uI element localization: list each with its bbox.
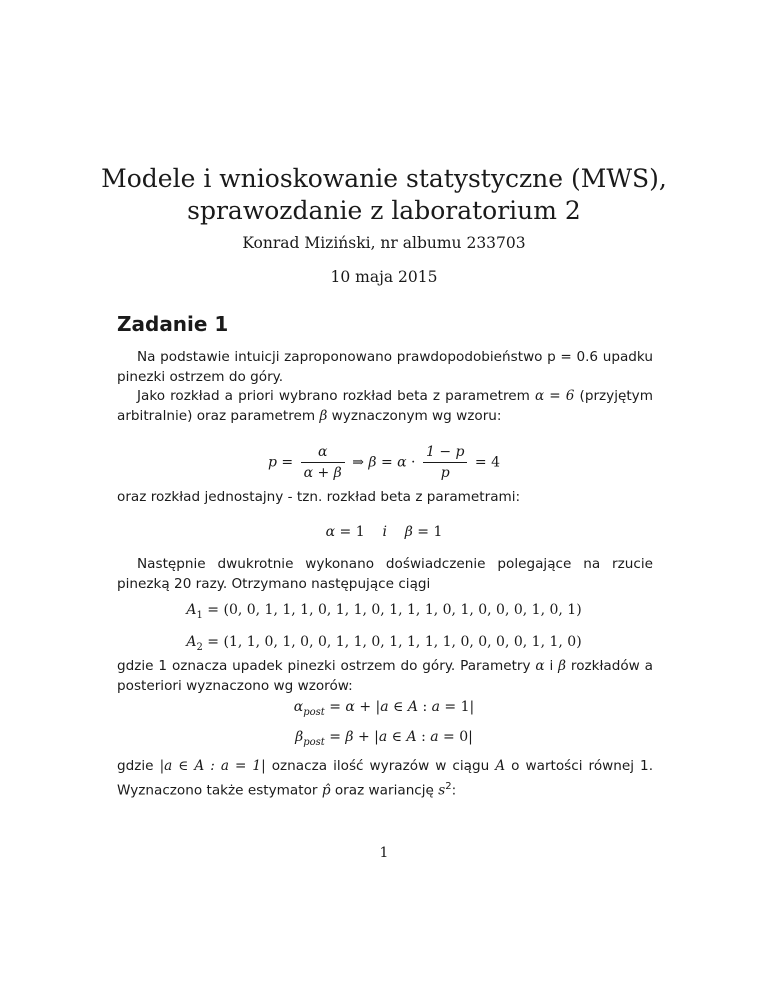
paragraph-posterior: gdzie 1 oznacza upadek pinezki ostrzem do góry. Parametry α i β rozkładów a posteriori wyznaczono wg wzorów:	[117, 658, 654, 694]
equation-beta-post: $\beta_{post} = \beta + |a$ ∈ A : a = 0|	[295, 729, 473, 748]
page-number: 1	[379, 845, 389, 861]
paragraph-intuition: Na podstawie intuicji zaproponowano prawdopodobieństwo p = 0.6 upadku pinezki ostrzem do góry.	[117, 349, 653, 385]
sequence-a1: $A_1 = (0$, 0, 1, 1, 1, 0, 1, 1, 0, 1, 1, 1, 0, 1, 0, 0, 0, 1, 0, 1)	[186, 602, 582, 621]
sequence-a2: $A_2 = (1$, 1, 0, 1, 0, 0, 1, 1, 0, 1, 1, 1, 1, 0, 0, 0, 0, 1, 1, 0)	[186, 634, 582, 653]
equation-alpha-post: $\alpha_{post} = \alpha + |a$ ∈ A : a = 1|	[293, 699, 475, 718]
title-line-2: sprawozdanie z laboratorium 2	[187, 196, 581, 225]
author: Konrad Miziński, nr albumu 233703	[242, 234, 526, 252]
section-heading: Zadanie 1	[117, 312, 229, 336]
title-line-1: Modele i wnioskowanie statystyczne (MWS),	[101, 164, 667, 193]
equation-uniform: α = 1 i β = 1	[325, 524, 443, 540]
paragraph-experiment: Następnie dwukrotnie wykonano doświadczenie polegające na rzucie pinezką 20 razy. Otrzymano następujące ciągi	[117, 556, 653, 592]
date: 10 maja 2015	[330, 268, 438, 286]
paragraph-estimator: gdzie |a ∈ A : a = 1| oznacza ilość wyrazów w ciągu A o wartości równej 1. Wyznaczono także estymator p̂ oraz wariancję $s^2$:	[117, 758, 654, 799]
alpha-eq-6: α = 6	[534, 388, 575, 404]
paragraph-uniform: oraz rozkład jednostajny - tzn. rozkład beta z parametrami:	[117, 489, 521, 505]
equation-beta: p = $\frac{\alpha}{\alpha + \beta}$ ⇒ β = α · $\frac{1 - p}{p}$ = 4	[267, 444, 501, 481]
paragraph-prior: Jako rozkład a priori wybrano rozkład beta z parametrem α = 6 (przyjętym arbitralnie) oraz parametrem β wyznaczonym wg wzoru:	[117, 388, 653, 424]
